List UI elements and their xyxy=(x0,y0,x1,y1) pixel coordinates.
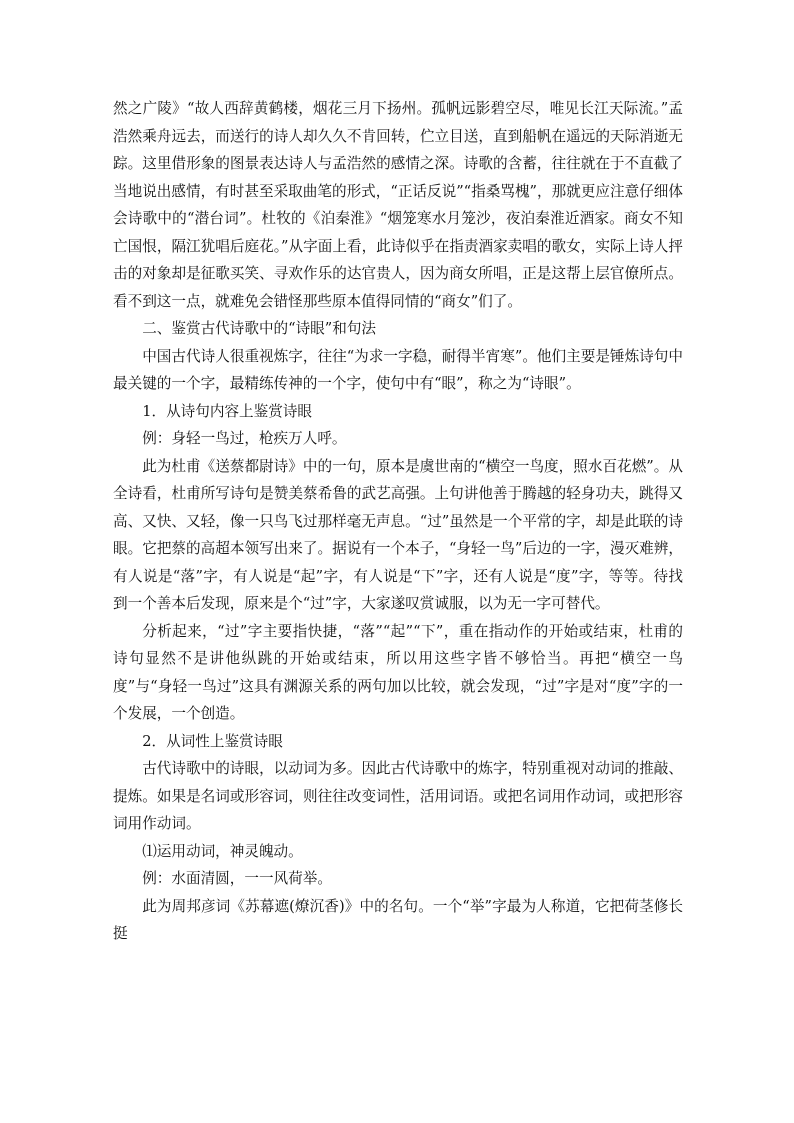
document-body xyxy=(113,95,683,948)
section-heading-poetic-eye: 二、鉴赏古代诗歌中的“诗眼”和句法 xyxy=(142,320,377,337)
list-item-verbs: ⑴运用动词，神灵魄动。 xyxy=(142,842,303,860)
subheading-part-of-speech: 2．从词性上鉴赏诗眼 xyxy=(142,732,283,750)
paragraph-continued-text: 然之广陵》“故人西辞黄鹤楼，烟花三月下扬州。孤帆远影碧空尽，唯见长江天际流。”孟浩然乘舟远去，而送行的诗人却久久不肯回转，伫立目送，直到船帆在遥远的天际消逝无踪。这里借形象的图景表达诗人与孟浩然的感情之深。诗歌的含蓄，往往就在于不直截了当地说出感情，有时甚至采取曲笔的形式，“正话反说”“指桑骂槐”，那就更应注意仔细体会诗歌中的“潜台词”。杜牧的《泊秦淮》“烟笼寒水月笼沙，夜泊秦淮近酒家。商女不知亡国恨，隔江犹唱后庭花。”从字面上看，此诗似乎在指责酒家卖唱的歌女，实际上诗人抨击的对象却是征歌买笑、寻欢作乐的达官贵人，因为商女所唱，正是这帮上层官僚所点。看不到这一点，就难免会错怪那些原本值得同情的“商女”们了。 xyxy=(113,100,683,310)
paragraph-zhou-bangyan: 此为周邦彦词《苏幕遮(燎沉香)》中的名句。一个“举”字最为人称道，它把荷茎修长挺 xyxy=(113,897,683,942)
paragraph-verbs-intro: 古代诗歌中的诗眼，以动词为多。因此古代诗歌中的炼字，特别重视对动词的推敲、提炼。如果是名词或形容词，则往往改变词性，活用词语。或把名词用作动词，或把形容词用作动词。 xyxy=(113,760,683,832)
paragraph-du-fu-analysis: 此为杜甫《送蔡都尉诗》中的一句，原本是虞世南的“横空一鸟度，照水百花燃”。从全诗看，杜甫所写诗句是赞美蔡希鲁的武艺高强。上句讲他善于腾越的轻身功夫，跳得又高、又快、又轻，像一只鸟飞过那样毫无声息。“过”虽然是一个平常的字，却是此联的诗眼。它把蔡的高超本领写出来了。据说有一个本子，“身轻一鸟”后边的一字，漫灭难辨，有人说是“落”字，有人说是“起”字，有人说是“下”字，还有人说是“度”字，等等。待找到一个善本后发现，原来是个“过”字，大家遂叹赏诚服，以为无一字可替代。 xyxy=(113,457,683,612)
paragraph-intro-poetic-eye: 中国古代诗人很重视炼字，往往“为求一字稳，耐得半宵寒”。他们主要是锤炼诗句中最关键的一个字，最精练传神的一个字，使句中有“眼”，称之为“诗眼”。 xyxy=(113,347,683,392)
example-line-1: 例：身轻一鸟过，枪疾万人呼。 xyxy=(142,430,347,447)
example-line-2: 例：水面清圆，一一风荷举。 xyxy=(142,870,332,887)
paragraph-guo-analysis: 分析起来，“过”字主要指快捷，“落”“起”“下”，重在指动作的开始或结束，杜甫的诗句显然不是讲他纵跳的开始或结束，所以用这些字皆不够恰当。再把“横空一鸟度”与“身轻一鸟过”这具有渊源关系的两句加以比较，就会发现，“过”字是对“度”字的一个发展，一个创造。 xyxy=(113,622,683,722)
subheading-content-appreciation: 1．从诗句内容上鉴赏诗眼 xyxy=(142,402,313,420)
